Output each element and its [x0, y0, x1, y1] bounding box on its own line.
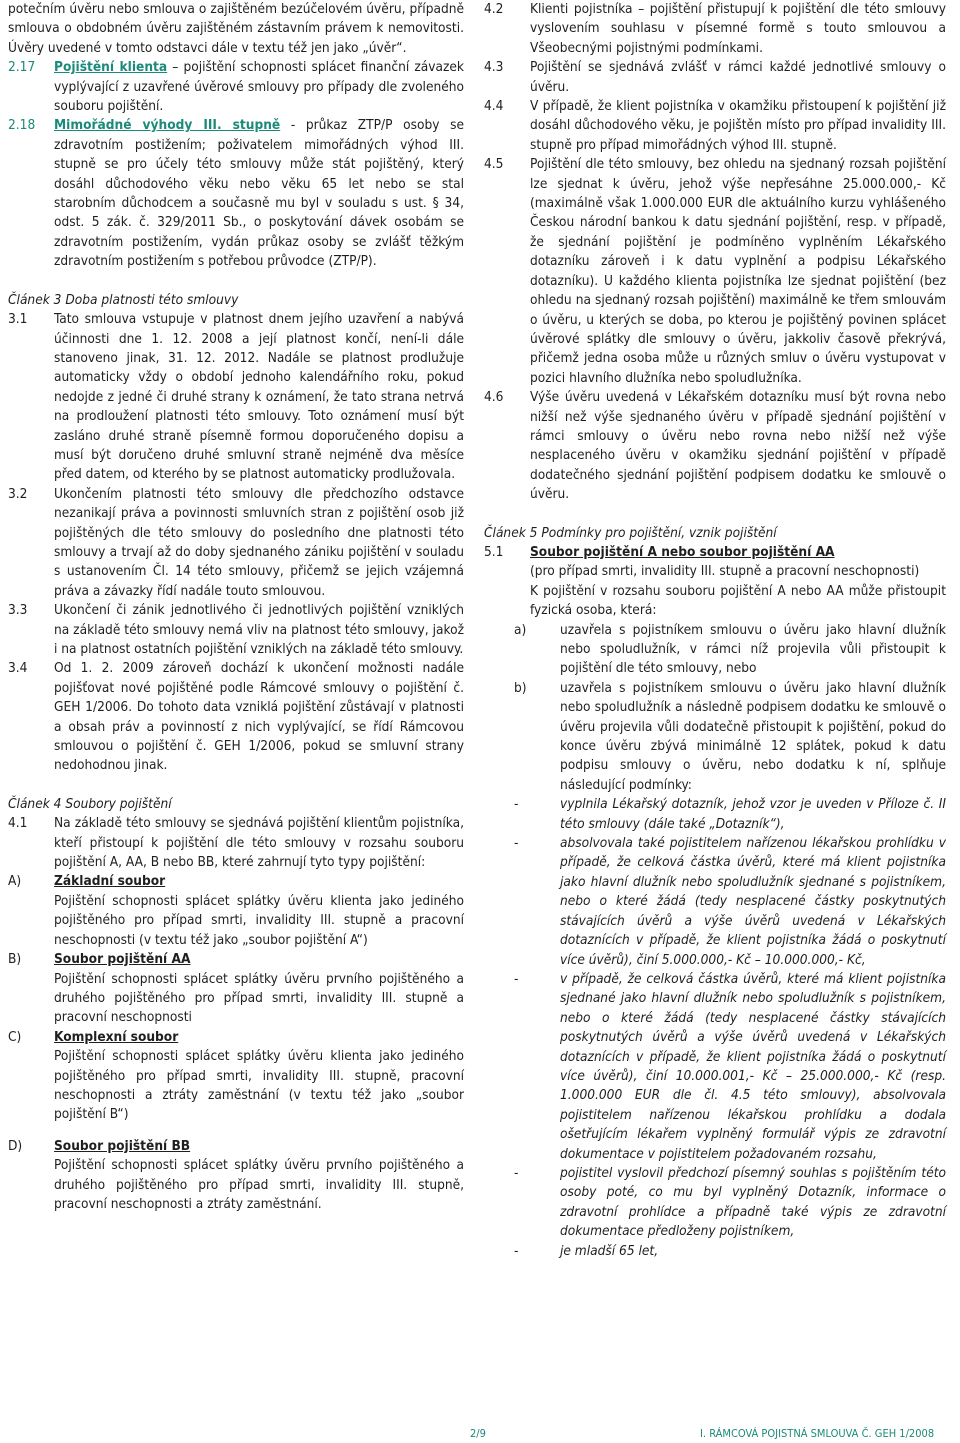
set-text: Pojištění schopnosti splácet splátky úvěru klienta jako jediného pojištěného pro případ smrti, invalidity III. stupně, pracovní neschopnosti a ztráty zaměstnání (v textu též jako „soubor pojištění B“): [54, 1048, 464, 1123]
clause-number: 3.2: [8, 485, 28, 502]
set-label: A): [8, 873, 22, 890]
clause-number: 4.3: [484, 59, 504, 76]
clause-number: 4.5: [484, 156, 504, 173]
footer-document-title: I. RÁMCOVÁ POJISTNÁ SMLOUVA Č. GEH 1/2008: [700, 1427, 935, 1440]
clause-4-6: [484, 388, 946, 504]
article-5-heading: Článek 5 Podmínky pro pojištění, vznik pojištění: [484, 524, 777, 541]
requirement-3: - v případě, že celková částka úvěrů, které má klient pojistníka sjednané jako hlavní dlužník nebo spoludlužník s pojistníkem, nebo o které žádá (tedy nesplacené částky stávajících poskytnutých úvěrů a výše úvěrů uvedená v Lékařských dotaznících v případě, že klient pojistníka žádá o poskytnutí více úvěrů), činí 10.000.001,- Kč – 25.000.000,- Kč (resp. 1.000.000 EUR dle čl. 4.5 této smlouvy), absolvovala pojistitelem nařízenou lékařskou prohlídku a dodala ošetřujícím lékařem vyplněný formulář výpis ze zdravotní dokumentace v pojistitelem požadovaném rozsahu,: [484, 970, 946, 1164]
set-text: Pojištění schopnosti splácet splátky úvěru prvního pojištěného a druhého pojištěného pro případ smrti, invalidity III. stupně, pracovní neschopnosti a ztráty zaměstnání.: [54, 1157, 464, 1212]
clause-number: 2.17: [8, 59, 36, 76]
clause-text: Ukončení či zánik jednotlivého či jednotlivých pojištění vzniklých na základě této smlouvy nemá vliv na platnost této smlouvy, jakož i na platnost ostatních pojištění vzniklých na základě této smlouvy.: [54, 602, 464, 657]
clause-number: 5.1: [484, 543, 504, 560]
clause-subtitle: (pro případ smrti, invalidity III. stupně a pracovní neschopnosti): [530, 563, 920, 580]
clause-text: Tato smlouva vstupuje v platnost dnem jejího uzavření a nabývá účinnosti dne 1. 12. 2008 a její platnost končí, není-li dále stanoveno jinak, 31. 12. 2012. Nadále se platnost prodlužuje automaticky vždy o období jednoho kalendářního roku, pokud nedojde z jedné či druhé strany k oznámení, že tato strana netrvá na prodloužení platnosti této smlouvy. Toto oznámení musí být zasláno druhé straně písemně formou doporučeného dopisu a musí být doručeno druhé smluvní straně nejméně dva měsíce před datem, od kterého by se platnost automaticky prodlužovala.: [54, 311, 464, 483]
term-pojisteni-klienta: Pojištění klienta: [54, 59, 168, 76]
clause-number: 4.2: [484, 1, 504, 17]
set-title: Soubor pojištění AA: [54, 951, 191, 968]
clause-number: 3.1: [8, 311, 28, 328]
clause-text: Ukončením platnosti této smlouvy dle předchozího odstavce nezanikají práva a povinnosti smluvních stran z pojištění osob již pojištěných dle této smlouvy do posledního dne platnosti této smlouvy a trvají až do doby sjednaného zániku pojištění v souladu s ustanovením Čl. 14 této smlouvy, přičemž se jejich vzájemná práva a závazky řídí nadále touto smlouvou.: [54, 485, 464, 599]
clause-4-4: [484, 97, 946, 155]
right-column: [484, 0, 946, 1261]
requirement-text: v případě, že celková částka úvěrů, které má klient pojistníka sjednané jako hlavní dlužník nebo spoludlužník s pojistníkem, nebo o které žádá (tedy nesplacené částky stávajících poskytnutých úvěrů a výše úvěrů uvedená v Lékařských dotaznících v případě, že klient pojistníka žádá o poskytnutí více úvěrů), činí 10.000.001,- Kč – 25.000.000,- Kč (resp. 1.000.000 EUR dle čl. 4.5 této smlouvy), absolvovala pojistitelem nařízenou lékařskou prohlídku a dodala ošetřujícím lékařem vyplněný formulář výpis ze zdravotní dokumentace v pojistitelem požadovaném rozsahu,: [560, 970, 946, 1162]
clause-3-2: [8, 485, 464, 601]
requirement-4: - pojistitel vyslovil předchozí písemný souhlas s pojištěním této osoby poté, co mu byl vyplněný Dotazník, informace o zdravotní prohlídce a případně také výpis ze zdravotní dokumentace předloženy pojistníkem,: [484, 1164, 946, 1242]
requirement-text: absolvovala také pojistitelem nařízenou lékařskou prohlídku v případě, že celková částka úvěrů, které má klient pojistníka jako hlavní dlužník nebo spoludlužník sjednané s pojistníkem, nebo o které žádá (tedy nesplacené částky poskytnutých stávajících úvěrů a výše úvěrů uvedená v Lékařských dotaznících v případě, že klient pojistníka žádá o poskytnutí více úvěrů), činí 5.000.000,- Kč – 10.000.000,- Kč,: [560, 835, 946, 968]
clause-number: 3.4: [8, 660, 28, 677]
clause-text: K pojištění v rozsahu souboru pojištění A nebo AA může přistoupit fyzická osoba, která:: [530, 582, 946, 619]
clause-text: Výše úvěru uvedená v Lékařském dotazníku musí být rovna nebo nižší než výše sjednaného úvěru v případě sjednání pojištění v rámci smlouvy o úvěru nebo rovna nebo nižší než výše nesplaceného úvěru v okamžiku sjednání pojištění v případě dodatečného sjednání pojištění podpisem dodatku ke smlouvě o úvěru.: [530, 389, 946, 503]
requirement-1: - vyplnila Lékařský dotazník, jehož vzor je uveden v Příloze č. II této smlouvy (dále také „Dotazník“),: [484, 795, 946, 834]
set-d: [8, 1137, 464, 1215]
clause-text: Pojištění se sjednává zvlášť v rámci každé jednotlivé smlouvy o úvěru.: [530, 59, 946, 95]
requirement-text: pojistitel vyslovil předchozí písemný souhlas s pojištěním této osoby poté, co mu byl vyplněný Dotazník, informace o zdravotní prohlídce a případně také výpis ze zdravotní dokumentace předloženy pojistníkem,: [560, 1164, 946, 1240]
set-label: D): [8, 1137, 23, 1154]
set-title: Komplexní soubor: [54, 1028, 179, 1045]
clause-text: Pojištění dle této smlouvy, bez ohledu na sjednaný rozsah pojištění lze sjednat k úvěru, jehož výše nepřesáhne 25.000.000,- Kč (maximálně však 1.000.000 EUR dle aktuálního kurzu vyhlášeného Českou národní bankou k datu sjednání pojištění, resp. v případě, že sjednání pojištění je podmíněno vyplněním Lékařského dotazníku zároveň i k datu vyplnění a podpisu Lékařského dotazníku). U každého klienta pojistníka lze sjednat pojištění (bez ohledu na sjednaný rozsah pojištění) maximálně ke třem smlouvám o úvěru, u kterých se doba, po kterou je pojištěný povinen splácet úvěrové splátky dle smlouvy o úvěru, jakkoliv časově překrývá, přičemž jedna osoba může u různých smluv o úvěru vystupovat v pozici hlavního dlužníka nebo spoludlužníka.: [530, 156, 946, 386]
left-column: [8, 0, 464, 1214]
page-number: 2/9: [470, 1427, 486, 1440]
clause-2-18: [8, 116, 464, 271]
set-label: C): [8, 1028, 22, 1045]
clause-text: Od 1. 2. 2009 zároveň dochází k ukončení možnosti nadále pojišťovat nové pojištěné podle Rámcové smlouvy o pojištění č. GEH 1/2006. Do tohoto data vzniklá pojištění zůstávají v platnosti a obsah práv a povinností z nich vyplývající, se řídí Rámcovou smlouvou o pojištění č. GEH 1/2006, pokud se smluvní strany nedohodnou jinak.: [54, 660, 464, 774]
set-text: Pojištění schopnosti splácet splátky úvěru klienta jako jediného pojištěného pro případ smrti, invalidity III. stupně a pracovní neschopnosti (v textu též jako „soubor pojištění A“): [54, 892, 464, 948]
set-c: [8, 1028, 464, 1125]
clause-4-3: [484, 58, 946, 97]
set-text: Pojištění schopnosti splácet splátky úvěru prvního pojištěného a druhého pojištěného pro případ smrti, invalidity III. stupně a pracovní neschopnosti: [54, 970, 464, 1026]
clause-number: 3.3: [8, 602, 28, 619]
requirement-5: - je mladší 65 let,: [484, 1242, 946, 1261]
set-a: [8, 872, 464, 950]
clause-text: Na základě této smlouvy se sjednává pojištění klientům pojistníka, kteří přistoupí k pojištění dle této smlouvy v rozsahu souboru pojištění A, AA, B nebo BB, které zahrnují tyto typy pojištění:: [54, 815, 464, 871]
condition-a: [484, 621, 946, 679]
clause-5-1: [484, 543, 946, 621]
clause-3-1: [8, 310, 464, 485]
clause-4-2: [484, 0, 946, 58]
clause-3-4: [8, 659, 464, 775]
requirement-text: vyplnila Lékařský dotazník, jehož vzor je uveden v Příloze č. II této smlouvy (dále také „Dotazník“),: [560, 796, 946, 832]
term-mimoradne-vyhody: Mimořádné výhody III. stupně: [54, 117, 281, 134]
clause-number: 2.18: [8, 117, 36, 134]
clause-text: V případě, že klient pojistníka v okamžiku přistoupení k pojištění již dosáhl důchodového věku, je pojištěn místo pro případ invalidity III. stupně pro případ mimořádných výhod III. stupně.: [530, 98, 946, 153]
condition-b: [484, 679, 946, 795]
condition-label: b): [514, 679, 527, 696]
clause-text: Klienti pojistníka – pojištění přistupují k pojištění dle této smlouvy vyslovením souhlasu v písemné formě s touto smlouvou a Všeobecnými pojistnými podmínkami.: [530, 1, 946, 56]
clause-number: 4.1: [8, 815, 28, 832]
article-4-heading: Článek 4 Soubory pojištění: [8, 795, 172, 812]
intro-paragraph: potečním úvěru nebo smlouva o zajištěném bezúčelovém úvěru, případně smlouva o obdobném úvěru zajištěném zástavním právem k nemovitosti. Úvěry uvedené v tomto odstavci dále v textu též jen jako „úvěr“.: [8, 1, 464, 56]
requirement-text: je mladší 65 let,: [560, 1242, 659, 1259]
condition-text: uzavřela s pojistníkem smlouvu o úvěru jako hlavní dlužník nebo spoludlužník, v rámci níž projevila vůli přistoupit k pojištění dle této smlouvy, nebo: [560, 621, 946, 677]
clause-4-1: [8, 814, 464, 872]
set-b: [8, 950, 464, 1028]
clause-text: - průkaz ZTP/P osoby se zdravotním postižením; poživatelem mimořádných výhod III. stupně se pro účely této smlouvy může stát pojištěný, který dosáhl důchodového věku nebo věku 65 let nebo se stal starobním důchodcem a současně mu byl v souladu s ust. § 34, odst. 5 zák. č. 329/2011 Sb., o poskytování dávek osobám se zdravotním postižením, vydán průkaz osoby se zvlášť těžkým zdravotním postižením s potřebou průvodce (ZTP/P).: [54, 117, 465, 270]
requirement-2: - absolvovala také pojistitelem nařízenou lékařskou prohlídku v případě, že celková částka úvěrů, které má klient pojistníka jako hlavní dlužník nebo spoludlužník sjednané s pojistníkem, nebo o které žádá (tedy nesplacené částky poskytnutých stávajících úvěrů a výše úvěrů uvedená v Lékařských dotaznících v případě, že klient pojistníka žádá o poskytnutí více úvěrů), činí 5.000.000,- Kč – 10.000.000,- Kč,: [484, 834, 946, 970]
clause-3-3: [8, 601, 464, 659]
clause-text: – pojištění schopnosti splácet finanční závazek vyplývající z uzavřené úvěrové smlouvy pro případy dle zvoleného souboru pojištění.: [54, 59, 464, 115]
set-title: Soubor pojištění BB: [54, 1137, 191, 1154]
condition-text: uzavřela s pojistníkem smlouvu o úvěru jako hlavní dlužník nebo spoludlužník a následně podpisem dodatku ke smlouvě o úvěru projevila vůli dodatečně přistoupit k pojištění, pokud do konce úvěru zbývá minimálně 12 splátek, pokud k datu podpisu smlouvy o úvěru, nebo dodatku k ní, splňuje následující podmínky:: [560, 679, 946, 793]
article-3-heading: Článek 3 Doba platnosti této smlouvy: [8, 291, 239, 308]
set-label: B): [8, 951, 22, 968]
clause-number: 4.6: [484, 389, 504, 406]
clause-title: Soubor pojištění A nebo soubor pojištění AA: [530, 543, 835, 560]
clause-number: 4.4: [484, 98, 504, 115]
set-title: Základní soubor: [54, 873, 166, 890]
clause-4-5: [484, 155, 946, 388]
clause-2-17: [8, 58, 464, 116]
condition-label: a): [514, 621, 527, 638]
